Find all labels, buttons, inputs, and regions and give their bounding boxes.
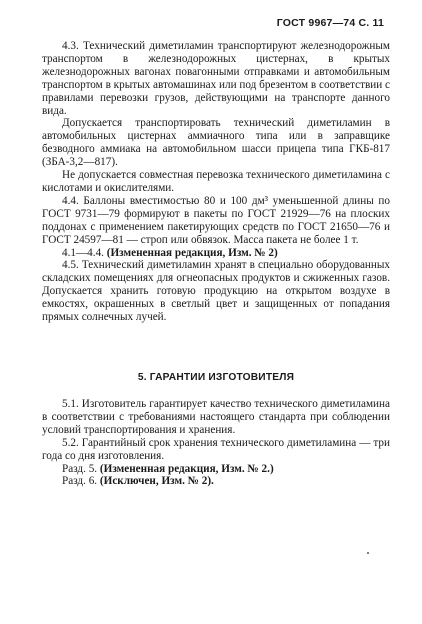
section-5-title: 5. ГАРАНТИИ ИЗГОТОВИТЕЛЯ bbox=[137, 372, 295, 383]
section-5-amendment-prefix: Разд. 5. bbox=[62, 462, 98, 475]
paragraph-5-2: 5.2. Гарантийный срок хранения технического диметиламина — три года со дня изготовления. bbox=[42, 436, 390, 462]
section-4-body bbox=[42, 40, 390, 324]
section-5-amendment-note: (Измененная редакция, Изм. № 2.) bbox=[99, 462, 274, 475]
paragraph-5-1: 5.1. Изготовитель гарантирует качество технического диметиламина в соответствии с требованиями настоящего стандарта при соблюдении условий транспортирования и хранения. bbox=[42, 398, 390, 436]
paragraph-section-6-excluded bbox=[42, 475, 390, 488]
paragraph-amendment-4 bbox=[42, 247, 390, 260]
page-header: ГОСТ 9967—74 С. 11 bbox=[276, 17, 384, 29]
paragraph-4-5: 4.5. Технический диметиламин хранят в специально оборудованных складских помещениях для огнеопасных продуктов и сжиженных газов. Допускается хранить готовую продукцию на открытом воздухе в емкостях, окрашенных в светлый цвет и защищенных от попадания прямых солнечных лучей. bbox=[42, 259, 390, 324]
section-5-body bbox=[42, 398, 390, 488]
scan-speck bbox=[367, 552, 369, 554]
section-6-note: (Исключен, Изм. № 2). bbox=[99, 475, 214, 488]
section-6-prefix: Разд. 6. bbox=[62, 475, 98, 488]
paragraph-4-4: 4.4. Баллоны вместимостью 80 и 100 дм³ уменьшенной длины по ГОСТ 9731—79 формируют в пакеты по ГОСТ 21929—76 на плоских поддонах с применением пакетирующих средств по ГОСТ 21650—76 и ГОСТ 24597—81 — строп или обвязок. Масса пакета не более 1 т. bbox=[42, 194, 390, 246]
paragraph-section-5-amendment bbox=[42, 463, 390, 476]
paragraph-4-3: 4.3. Технический диметиламин транспортируют железнодорожным транспортом в железнодорожных цистернах, в крытых железнодорожных вагонах повагонными отправками и автомобильным транспортом в крытых автомашинах или под брезентом в соответствии с правилами перевозки грузов, действующими на транспорте данного вида. bbox=[42, 40, 390, 117]
amendment-4-prefix: 4.1—4.4. bbox=[62, 246, 104, 259]
paragraph-joint-transport: Не допускается совместная перевозка технического диметиламина с кислотами и окислителями. bbox=[42, 169, 390, 194]
amendment-4-note: (Измененная редакция, Изм. № 2) bbox=[106, 246, 278, 259]
paragraph-transport-tanker: Допускается транспортировать технический диметиламин в автомобильных цистернах аммиачного типа или в заправщике безводного аммиака на автомобильном шасси прицепа типа ГКБ-817 (ЗБА-3,2—817). bbox=[42, 117, 390, 169]
